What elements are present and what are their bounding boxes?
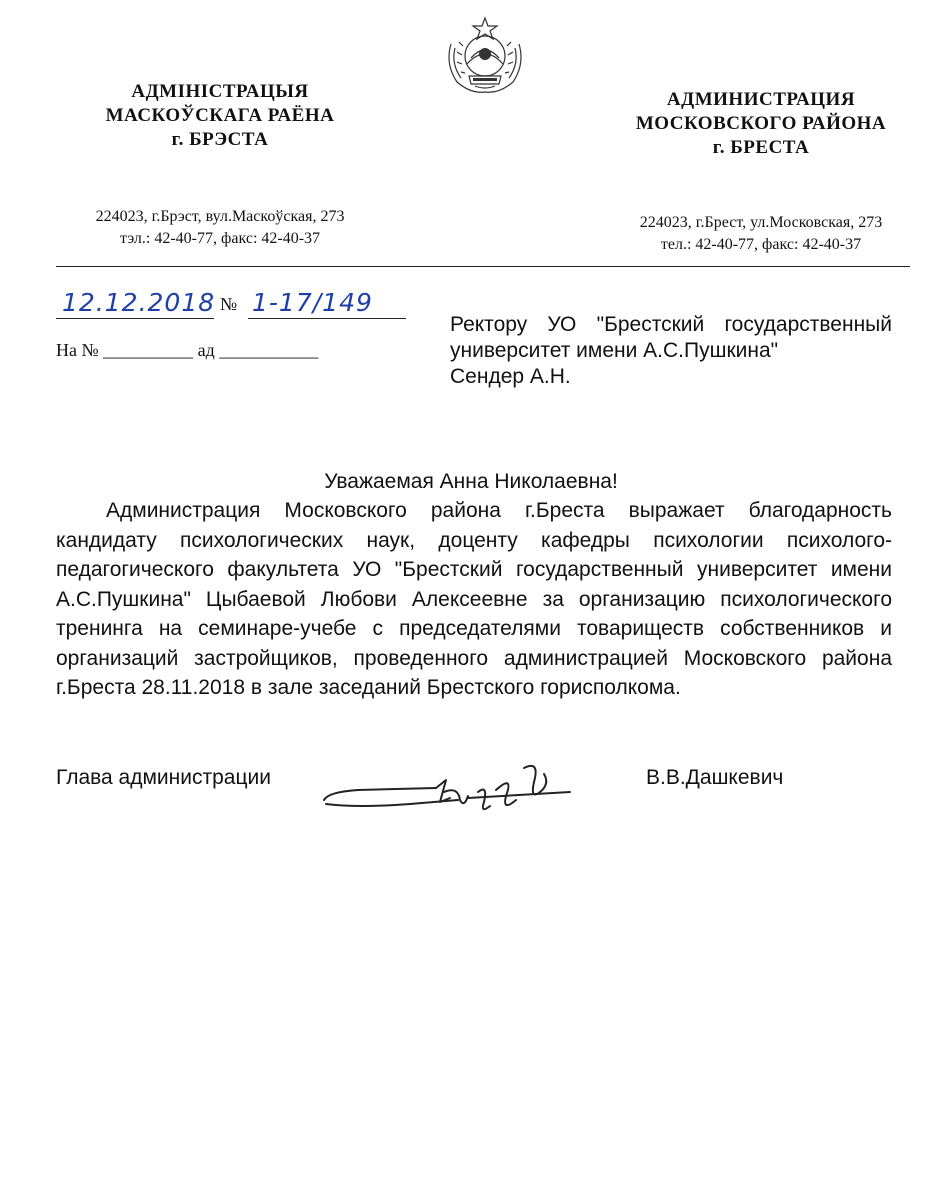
address-line: 224023, г.Брэст, вул.Маскоўская, 273 (95, 208, 345, 225)
recipient-name: Сендер А.Н. (450, 365, 571, 388)
outgoing-number: 1-17/149 (252, 288, 373, 317)
number-symbol: № (220, 294, 238, 314)
org-line: МОСКОВСКОГО РАЙОНА (635, 113, 887, 134)
org-line: г. БРЭСТА (171, 129, 269, 150)
signatory-title: Глава администрации (56, 766, 271, 789)
phone-line: тэл.: 42-40-77, факс: 42-40-37 (119, 230, 321, 247)
incoming-reference (56, 340, 318, 361)
header-divider (56, 266, 910, 267)
org-name-belarusian (70, 80, 370, 152)
address-belarusian (50, 206, 390, 250)
phone-line: тел.: 42-40-77, факс: 42-40-37 (660, 236, 862, 253)
letter-body: Администрация Московского района г.Бреста выражает благодарность кандидату психологических наук, доценту кафедры психологии психолого-педагогического факультета УО "Брестский государственный университет имени А.С.Пушкина" Цыбаевой Любови Алексеевне за организацию психологического тренинга на семинаре-учебе с председателями товариществ собственников и организаций застройщиков, проведенного администрацией Московского района г.Бреста 28.11.2018 в зале заседаний Брестского горисполкома. (56, 499, 892, 699)
org-line: МАСКОЎСКАГА РАЁНА (105, 105, 335, 126)
org-line: г. БРЕСТА (712, 137, 810, 158)
outgoing-date: 12.12.2018 (62, 288, 216, 317)
handwritten-signature (318, 756, 588, 826)
recipient-title: Ректору УО "Брестский государственный университет имени А.С.Пушкина" (450, 313, 892, 362)
incoming-date-blank: ___________ (219, 340, 319, 360)
greeting: Уважаемая Анна Николаевна! (324, 470, 618, 493)
address-line: 224023, г.Брест, ул.Московская, 273 (639, 214, 883, 231)
org-line: АДМІНІСТРАЦЫЯ (131, 81, 309, 102)
signatory-name: В.В.Дашкевич (646, 766, 784, 789)
incoming-ad-label: ад (197, 340, 215, 360)
belarus-coat-of-arms-icon (441, 14, 529, 100)
incoming-number-blank: __________ (103, 340, 194, 360)
incoming-label: На № (56, 340, 99, 360)
org-name-russian (606, 88, 916, 160)
date-underline (56, 318, 214, 319)
org-line: АДМИНИСТРАЦИЯ (666, 89, 856, 110)
recipient-block (450, 312, 892, 390)
outgoing-reference (56, 286, 406, 322)
address-russian (596, 212, 926, 256)
number-underline (248, 318, 406, 319)
